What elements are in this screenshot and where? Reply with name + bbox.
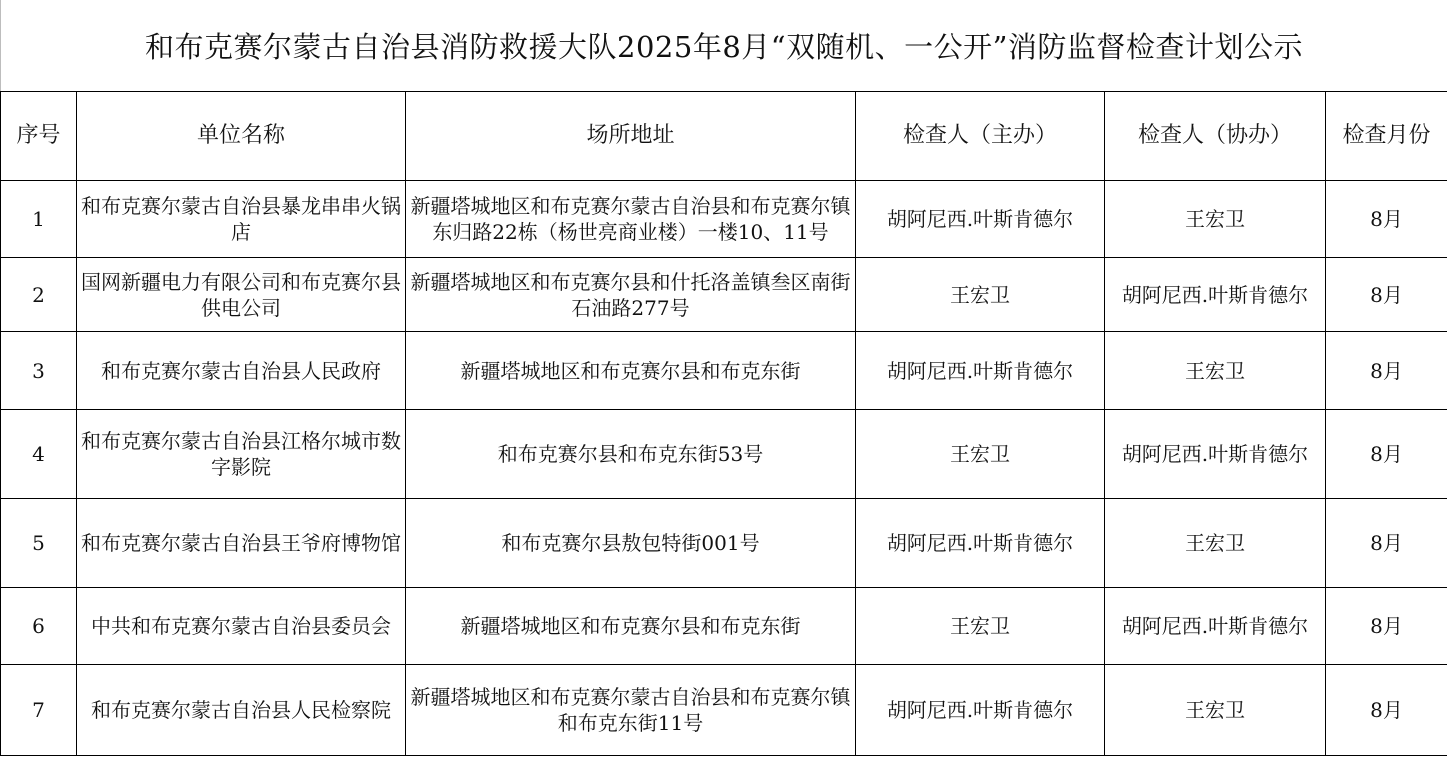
inspection-plan-table xyxy=(0,91,1447,756)
table-row xyxy=(1,181,1447,258)
cell-month: 8月 xyxy=(1326,332,1447,410)
cell-lead-inspector: 胡阿尼西.叶斯肯德尔 xyxy=(856,499,1105,588)
cell-lead-inspector: 胡阿尼西.叶斯肯德尔 xyxy=(856,181,1105,258)
cell-unit-name: 和布克赛尔蒙古自治县王爷府博物馆 xyxy=(77,499,406,588)
cell-month: 8月 xyxy=(1326,181,1447,258)
cell-unit-name: 中共和布克赛尔蒙古自治县委员会 xyxy=(77,588,406,665)
cell-no: 6 xyxy=(1,588,77,665)
cell-address: 和布克赛尔县和布克东街53号 xyxy=(406,410,856,499)
table-row xyxy=(1,258,1447,332)
cell-month: 8月 xyxy=(1326,588,1447,665)
cell-address: 和布克赛尔县敖包特街001号 xyxy=(406,499,856,588)
cell-month: 8月 xyxy=(1326,665,1447,756)
cell-no: 5 xyxy=(1,499,77,588)
cell-assist-inspector: 胡阿尼西.叶斯肯德尔 xyxy=(1105,258,1326,332)
cell-lead-inspector: 胡阿尼西.叶斯肯德尔 xyxy=(856,665,1105,756)
cell-unit-name: 国网新疆电力有限公司和布克赛尔县供电公司 xyxy=(77,258,406,332)
cell-address: 新疆塔城地区和布克赛尔县和布克东街 xyxy=(406,332,856,410)
header-month: 检查月份 xyxy=(1326,92,1447,181)
cell-address: 新疆塔城地区和布克赛尔蒙古自治县和布克赛尔镇和布克东街11号 xyxy=(406,665,856,756)
cell-address xyxy=(406,181,856,258)
cell-no: 7 xyxy=(1,665,77,756)
cell-lead-inspector: 胡阿尼西.叶斯肯德尔 xyxy=(856,332,1105,410)
cell-assist-inspector: 胡阿尼西.叶斯肯德尔 xyxy=(1105,588,1326,665)
table-header-row xyxy=(1,92,1447,181)
table-row xyxy=(1,332,1447,410)
cell-unit-name: 和布克赛尔蒙古自治县人民政府 xyxy=(77,332,406,410)
table-row xyxy=(1,410,1447,499)
table-row xyxy=(1,499,1447,588)
cell-unit-name: 和布克赛尔蒙古自治县暴龙串串火锅店 xyxy=(77,181,406,258)
cell-assist-inspector: 王宏卫 xyxy=(1105,499,1326,588)
cell-address-text: 新疆塔城地区和布克赛尔蒙古自治县和布克赛尔镇东归路22栋（杨世亮商业楼）一楼10、11号 xyxy=(410,194,851,244)
cell-month: 8月 xyxy=(1326,258,1447,332)
cell-no: 3 xyxy=(1,332,77,410)
cell-lead-inspector: 王宏卫 xyxy=(856,258,1105,332)
table-row xyxy=(1,665,1447,756)
table-row xyxy=(1,588,1447,665)
header-no: 序号 xyxy=(1,92,77,181)
document-title: 和布克赛尔蒙古自治县消防救援大队2025年8月“双随机、一公开”消防监督检查计划公示 xyxy=(145,30,1303,64)
cell-address: 新疆塔城地区和布克赛尔县和布克东街 xyxy=(406,588,856,665)
cell-no: 4 xyxy=(1,410,77,499)
header-unit-name: 单位名称 xyxy=(77,92,406,181)
cell-no: 1 xyxy=(1,181,77,258)
cell-assist-inspector: 王宏卫 xyxy=(1105,332,1326,410)
cell-unit-name: 和布克赛尔蒙古自治县人民检察院 xyxy=(77,665,406,756)
header-assist-inspector: 检查人（协办） xyxy=(1105,92,1326,181)
cell-unit-name: 和布克赛尔蒙古自治县江格尔城市数字影院 xyxy=(77,410,406,499)
header-address: 场所地址 xyxy=(406,92,856,181)
cell-assist-inspector: 王宏卫 xyxy=(1105,665,1326,756)
cell-month: 8月 xyxy=(1326,499,1447,588)
cell-assist-inspector: 王宏卫 xyxy=(1105,181,1326,258)
cell-assist-inspector: 胡阿尼西.叶斯肯德尔 xyxy=(1105,410,1326,499)
cell-address: 新疆塔城地区和布克赛尔县和什托洛盖镇叁区南街石油路277号 xyxy=(406,258,856,332)
header-lead-inspector: 检查人（主办） xyxy=(856,92,1105,181)
title-bar xyxy=(0,0,1447,91)
cell-lead-inspector: 王宏卫 xyxy=(856,410,1105,499)
cell-month: 8月 xyxy=(1326,410,1447,499)
cell-lead-inspector: 王宏卫 xyxy=(856,588,1105,665)
cell-no: 2 xyxy=(1,258,77,332)
